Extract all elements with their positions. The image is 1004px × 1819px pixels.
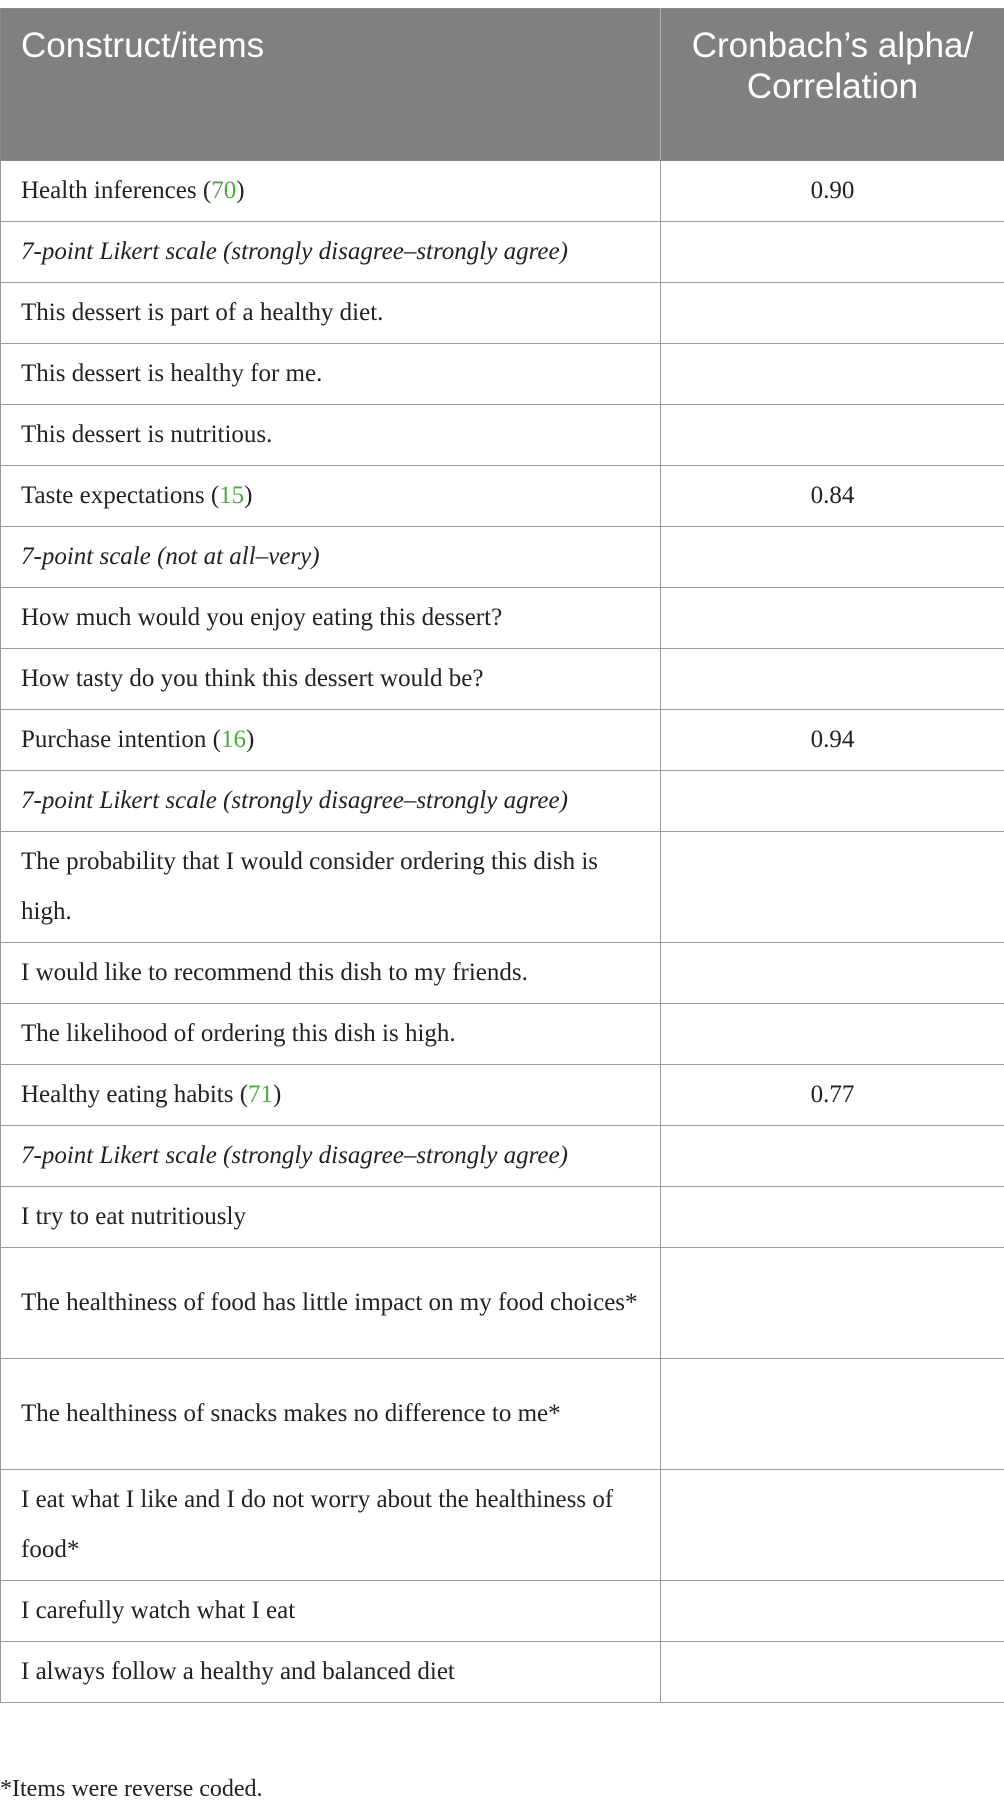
alpha-value-cell bbox=[661, 283, 1004, 344]
reference-link[interactable]: 15 bbox=[219, 482, 245, 509]
item-text-cell: I eat what I like and I do not worry about the healthiness of food* bbox=[1, 1470, 661, 1581]
item-text-cell: I always follow a healthy and balanced diet bbox=[1, 1642, 661, 1703]
alpha-value-cell bbox=[661, 1642, 1004, 1703]
table-row-item bbox=[1, 943, 1004, 1004]
alpha-value-cell bbox=[661, 771, 1004, 832]
item-text-cell: The healthiness of snacks makes no difference to me* bbox=[1, 1359, 661, 1470]
alpha-value-cell: 0.84 bbox=[661, 466, 1004, 527]
table-row-item bbox=[1, 649, 1004, 710]
alpha-value-cell: 0.90 bbox=[661, 161, 1004, 222]
item-text-cell: I try to eat nutritiously bbox=[1, 1187, 661, 1248]
alpha-value-cell bbox=[661, 344, 1004, 405]
alpha-value-cell bbox=[661, 405, 1004, 466]
construct-name-cell: Taste expectations (15) bbox=[1, 466, 661, 527]
alpha-value-cell bbox=[661, 588, 1004, 649]
table-body bbox=[1, 161, 1004, 1703]
reference-link[interactable]: 71 bbox=[248, 1081, 274, 1108]
item-text-cell: This dessert is healthy for me. bbox=[1, 344, 661, 405]
item-text-cell: The likelihood of ordering this dish is high. bbox=[1, 1004, 661, 1065]
table-row-item bbox=[1, 1248, 1004, 1359]
table-row-construct bbox=[1, 1065, 1004, 1126]
table-row-item bbox=[1, 1187, 1004, 1248]
alpha-value-cell bbox=[661, 1004, 1004, 1065]
alpha-value-cell bbox=[661, 1126, 1004, 1187]
table-row-item bbox=[1, 1470, 1004, 1581]
table-row-item bbox=[1, 1642, 1004, 1703]
table-row-scale bbox=[1, 1126, 1004, 1187]
alpha-value-cell bbox=[661, 1248, 1004, 1359]
alpha-value-cell bbox=[661, 527, 1004, 588]
alpha-value-cell: 0.77 bbox=[661, 1065, 1004, 1126]
alpha-value-cell bbox=[661, 1359, 1004, 1470]
alpha-value-cell bbox=[661, 222, 1004, 283]
header-row bbox=[1, 9, 1004, 161]
table-row-construct bbox=[1, 710, 1004, 771]
scale-description-cell: 7-point Likert scale (strongly disagree–strongly agree) bbox=[1, 771, 661, 832]
construct-name-cell: Purchase intention (16) bbox=[1, 710, 661, 771]
item-text-cell: I carefully watch what I eat bbox=[1, 1581, 661, 1642]
table-row-item bbox=[1, 832, 1004, 943]
construct-label: Taste expectations bbox=[21, 482, 205, 509]
alpha-value-cell bbox=[661, 1470, 1004, 1581]
scale-description-cell: 7-point scale (not at all–very) bbox=[1, 527, 661, 588]
construct-label: Healthy eating habits bbox=[21, 1081, 234, 1108]
table-row-item bbox=[1, 344, 1004, 405]
table-footnote: *Items were reverse coded. bbox=[0, 1776, 263, 1802]
scale-description-cell: 7-point Likert scale (strongly disagree–strongly agree) bbox=[1, 222, 661, 283]
alpha-value-cell bbox=[661, 649, 1004, 710]
table-row-scale bbox=[1, 771, 1004, 832]
item-text-cell: How tasty do you think this dessert would be? bbox=[1, 649, 661, 710]
table-row-item bbox=[1, 405, 1004, 466]
construct-name-cell: Health inferences (70) bbox=[1, 161, 661, 222]
item-text-cell: How much would you enjoy eating this dessert? bbox=[1, 588, 661, 649]
scale-description-cell: 7-point Likert scale (strongly disagree–strongly agree) bbox=[1, 1126, 661, 1187]
reference-link[interactable]: 70 bbox=[211, 177, 237, 204]
item-text-cell: The probability that I would consider ordering this dish is high. bbox=[1, 832, 661, 943]
alpha-value-cell: 0.94 bbox=[661, 710, 1004, 771]
constructs-table bbox=[0, 8, 1004, 1703]
reference-link[interactable]: 16 bbox=[220, 726, 246, 753]
table-header bbox=[1, 9, 1004, 161]
table-row-item bbox=[1, 1359, 1004, 1470]
table-row-construct bbox=[1, 466, 1004, 527]
table-row-scale bbox=[1, 222, 1004, 283]
header-construct-items: Construct/items bbox=[1, 9, 661, 161]
table-row-item bbox=[1, 1581, 1004, 1642]
alpha-value-cell bbox=[661, 1581, 1004, 1642]
item-text-cell: This dessert is part of a healthy diet. bbox=[1, 283, 661, 344]
table-row-scale bbox=[1, 527, 1004, 588]
alpha-value-cell bbox=[661, 832, 1004, 943]
construct-name-cell: Healthy eating habits (71) bbox=[1, 1065, 661, 1126]
alpha-value-cell bbox=[661, 1187, 1004, 1248]
alpha-value-cell bbox=[661, 943, 1004, 1004]
table-row-item bbox=[1, 1004, 1004, 1065]
construct-label: Purchase intention bbox=[21, 726, 207, 753]
construct-label: Health inferences bbox=[21, 177, 197, 204]
table-row-construct bbox=[1, 161, 1004, 222]
table-row-item bbox=[1, 283, 1004, 344]
item-text-cell: The healthiness of food has little impact on my food choices* bbox=[1, 1248, 661, 1359]
table-row-item bbox=[1, 588, 1004, 649]
item-text-cell: This dessert is nutritious. bbox=[1, 405, 661, 466]
item-text-cell: I would like to recommend this dish to my friends. bbox=[1, 943, 661, 1004]
header-cronbach-alpha: Cronbach’s alpha/ Correlation bbox=[661, 9, 1004, 161]
